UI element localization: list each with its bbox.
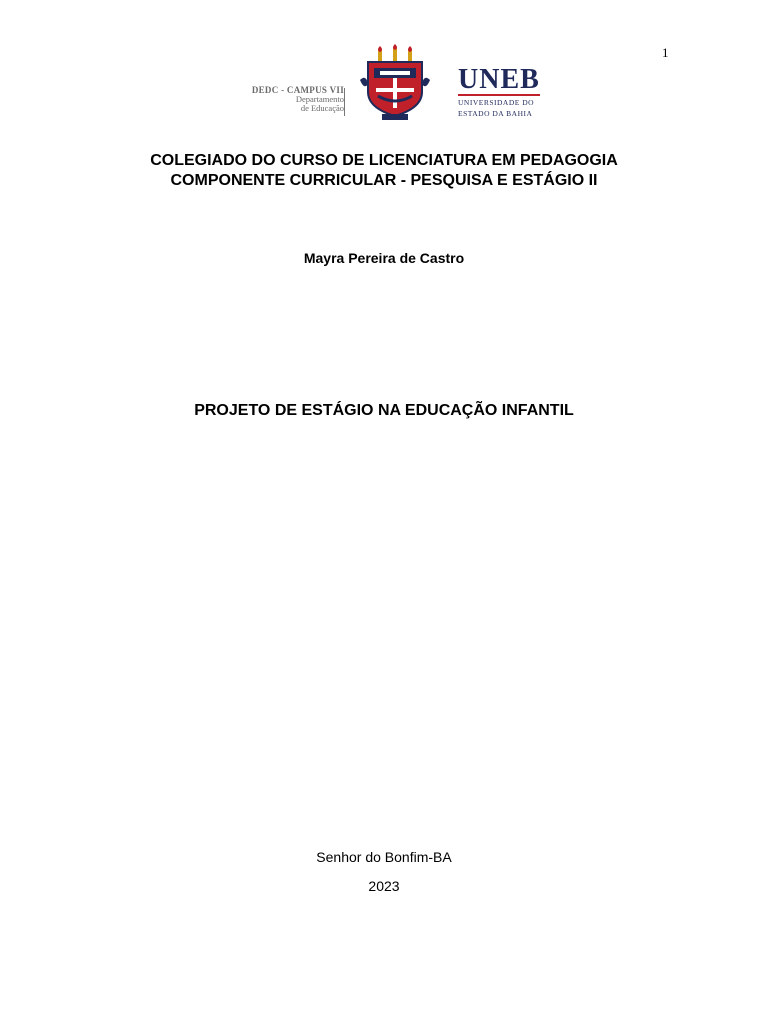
department-label — [226, 86, 344, 113]
institution-logo-bar — [222, 44, 562, 122]
course-heading — [0, 151, 768, 191]
page-number: 1 — [662, 45, 669, 60]
university-crest-icon — [356, 44, 434, 122]
university-name-line1: UNIVERSIDADE DO — [458, 98, 535, 107]
logo-divider — [344, 88, 345, 116]
department-name-line1: Departamento — [295, 94, 344, 104]
university-wordmark — [458, 66, 562, 118]
document-place: Senhor do Bonfim-BA — [316, 849, 452, 865]
author-name: Mayra Pereira de Castro — [303, 250, 465, 266]
course-heading-line1: COLEGIADO DO CURSO DE LICENCIATURA EM PEDAGOGIA — [150, 152, 618, 169]
university-name-line2: ESTADO DA BAHIA — [458, 109, 533, 118]
department-name-line2: de Educação — [300, 103, 344, 113]
document-year: 2023 — [368, 878, 400, 894]
university-acronym: UNEB — [458, 64, 540, 95]
course-heading-line2: COMPONENTE CURRICULAR - PESQUISA E ESTÁGIO II — [170, 172, 598, 189]
department-campus: DEDC - CAMPUS VII — [251, 85, 344, 95]
project-title: PROJETO DE ESTÁGIO NA EDUCAÇÃO INFANTIL — [194, 402, 574, 419]
